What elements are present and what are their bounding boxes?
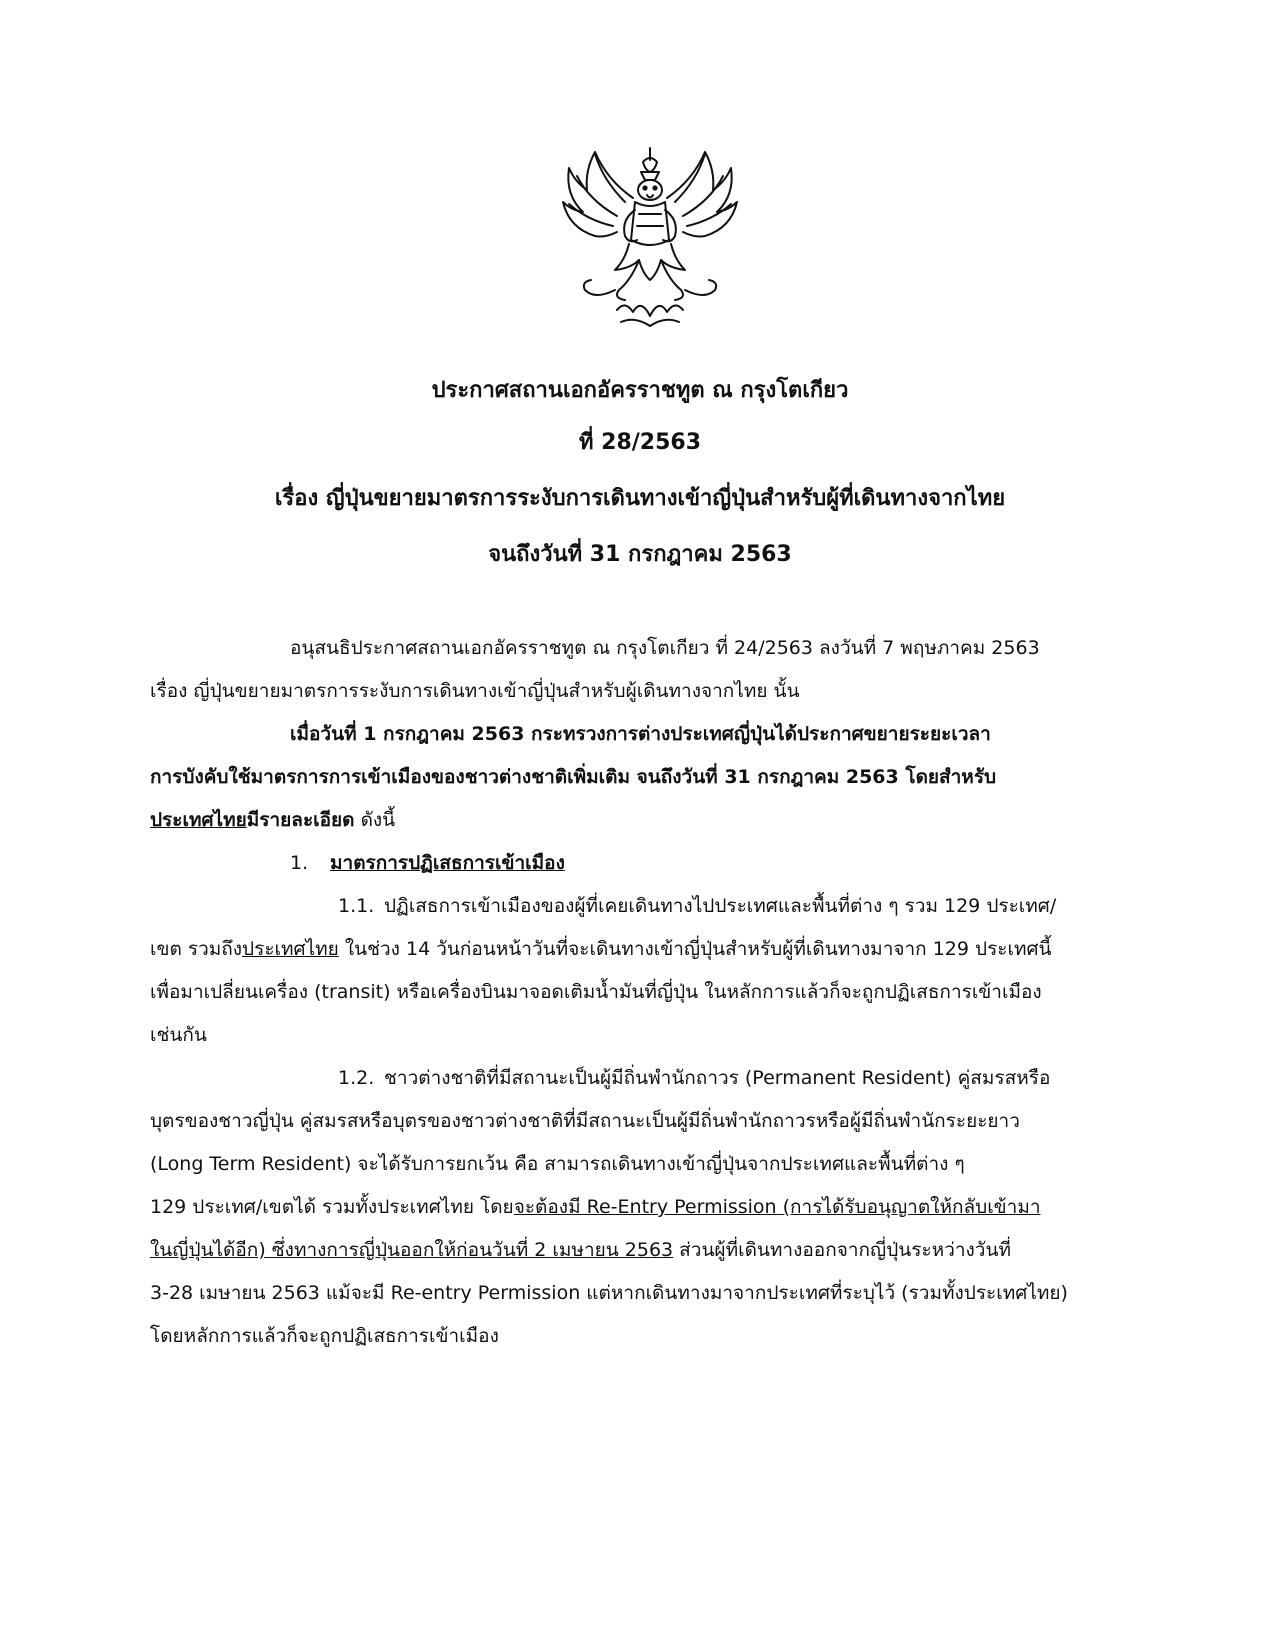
item-1-2-line-2: บุตรของชาวญี่ปุ่น คู่สมรสหรือบุตรของชาวต่างชาติที่มีสถานะเป็นผู้มีถิ่นพำนักถาวรหรือผู้มีถิ่นพำนักระยะยาว (150, 1110, 1020, 1132)
item-1-2-text-1: ชาวต่างชาติที่มีสถานะเป็นผู้มีถิ่นพำนักถาวร (Permanent Resident) คู่สมรสหรือ (384, 1067, 1051, 1089)
section-1-title: มาตรการปฏิเสธการเข้าเมือง (330, 852, 565, 874)
item-1-2-text-5b: ส่วนผู้ที่เดินทางออกจากญี่ปุ่นระหว่างวันที่ (673, 1239, 1011, 1261)
item-1-1-line-2 (150, 935, 1052, 963)
announcement-number: ที่ 28/2563 (578, 430, 702, 455)
item-1-1-text-2b: ในช่วง 14 วันก่อนหน้าวันที่จะเดินทางเข้าญี่ปุ่นสำหรับผู้ที่เดินทางมาจาก 129 ประเทศนี้ (338, 938, 1052, 960)
section-1-heading (290, 849, 565, 877)
item-1-2-reentry-underlined: จะต้องมี Re-Entry Permission (การได้รับอนุญาตให้กลับเข้ามา (513, 1196, 1041, 1218)
as-follows: ดังนี้ (354, 809, 396, 831)
item-1-2-text-4a: 129 ประเทศ/เขตได้ รวมทั้งประเทศไทย โดย (150, 1196, 514, 1218)
item-1-2-line-6: 3-28 เมษายน 2563 แม้จะมี Re-entry Permission แต่หากเดินทางมาจากประเทศที่ระบุไว้ (รวมทั้งประเทศไทย) (150, 1282, 1068, 1304)
section-1-number: 1. (290, 852, 309, 874)
item-1-2-line-1 (338, 1064, 1050, 1092)
garuda-emblem (555, 140, 745, 335)
item-1-2-line-3: (Long Term Resident) จะได้รับการยกเว้น คือ สามารถเดินทางเข้าญี่ปุ่นจากประเทศและพื้นที่ต่าง ๆ (150, 1153, 965, 1175)
item-1-1-text-2a: เขต รวมถึง (150, 938, 243, 960)
announcement-title: ประกาศสถานเอกอัครราชทูต ณ กรุงโตเกียว (431, 378, 849, 403)
intro-line-1: อนุสนธิประกาศสถานเอกอัครราชทูต ณ กรุงโตเกียว ที่ 24/2563 ลงวันที่ 7 พฤษภาคม 2563 (290, 637, 1040, 659)
announcement-subject-date: จนถึงวันที่ 31 กรกฎาคม 2563 (488, 542, 792, 567)
item-1-1-text-1: ปฏิเสธการเข้าเมืองของผู้ที่เคยเดินทางไปประเทศและพื้นที่ต่าง ๆ รวม 129 ประเทศ/ (384, 895, 1057, 917)
announcement-line-1: เมื่อวันที่ 1 กรกฎาคม 2563 กระทรวงการต่างประเทศญี่ปุ่นได้ประกาศขยายระยะเวลา (290, 723, 991, 745)
item-1-2-line-4 (150, 1193, 1041, 1221)
item-1-1-line-1 (338, 892, 1056, 920)
item-1-1-thailand-underlined: ประเทศไทย (242, 938, 339, 960)
details-bold: มีรายละเอียด (246, 809, 355, 831)
item-1-2-line-7: โดยหลักการแล้วก็จะถูกปฏิเสธการเข้าเมือง (150, 1325, 499, 1347)
announcement-subject: เรื่อง ญี่ปุ่นขยายมาตรการระงับการเดินทางเข้าญี่ปุ่นสำหรับผู้ที่เดินทางจากไทย (274, 486, 1006, 511)
item-1-2-line-5 (150, 1236, 1011, 1264)
intro-line-2: เรื่อง ญี่ปุ่นขยายมาตรการระงับการเดินทางเข้าญี่ปุ่นสำหรับผู้เดินทางจากไทย นั้น (150, 680, 800, 702)
item-1-1-number: 1.1. (338, 895, 375, 917)
thailand-underlined: ประเทศไทย (150, 809, 247, 831)
item-1-2-issued-before-underlined: ในญี่ปุ่นได้อีก) ซึ่งทางการญี่ปุ่นออกให้ก่อนวันที่ 2 เมษายน 2563 (150, 1239, 674, 1261)
announcement-line-3 (150, 806, 395, 834)
announcement-line-2: การบังคับใช้มาตรการการเข้าเมืองของชาวต่างชาติเพิ่มเติม จนถึงวันที่ 31 กรกฎาคม 2563 โดยสำหรับ (150, 766, 997, 788)
item-1-1-line-3: เพื่อมาเปลี่ยนเครื่อง (transit) หรือเครื่องบินมาจอดเติมน้ำมันที่ญี่ปุ่น ในหลักการแล้วก็จะถูกปฏิเสธการเข้าเมือง (150, 981, 1042, 1003)
item-1-2-number: 1.2. (338, 1067, 375, 1089)
item-1-1-line-4: เช่นกัน (150, 1024, 207, 1046)
